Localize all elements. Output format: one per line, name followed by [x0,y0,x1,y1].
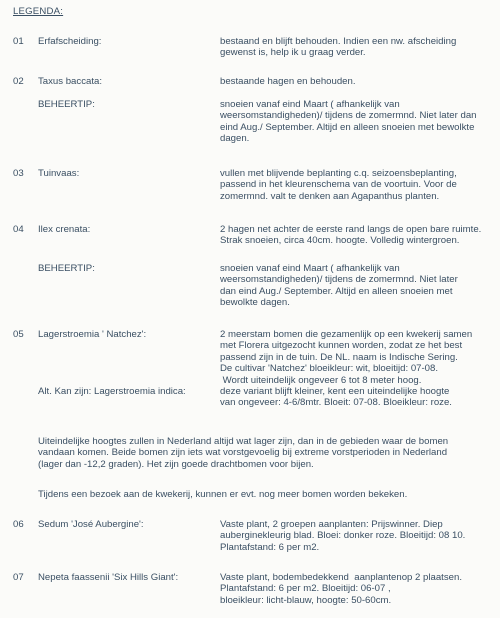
description-line: dagen. [220,133,250,145]
description-line: dan eind Aug./ September. Altijd en alleen snoeien met [220,285,453,297]
item-description [220,329,498,386]
item-description [220,76,498,87]
description-line: met Florera uitgezocht kunnen worden, zodat ze het best [220,340,463,352]
description-line: deze variant blijft kleiner, kent een uiteindelijke hoogte [220,386,450,397]
item-number: 02 [13,76,24,87]
info-paragraph [38,436,498,470]
description-line: Plantafstand: 6 per m2. [220,541,320,553]
description-line: De cultivar 'Natchez' bloeikleur: wit, bloeitijd: 07-08. [220,363,439,375]
info-paragraph [38,489,498,500]
description-line: gewenst is, help ik u graag verder. [220,47,366,59]
paragraph-line: vandaan komen. Beide bomen zijn iets wat vorstgevoelig bij extreme vorstperioden in Nederland [38,447,448,459]
item-name: Alt. Kan zijn: Lagerstroemia indica: [38,386,186,397]
description-line: weersomstandigheden)/ tijdens de zomermnd. Niet later [220,274,458,286]
description-line: vullen met blijvende beplanting c.q. seizoensbeplanting, [220,168,457,179]
description-line: passend in het kleurenschema van de voortuin. Voor de [220,179,457,191]
description-line: auberginekleurig blad. Bloei: donker roze. Bloeitijd: 08 10. [220,530,466,542]
item-name: Erfafscheiding: [38,36,102,47]
description-line: Wordt uiteindelijk ongeveer 6 tot 8 meter hoog. [220,374,422,386]
description-line: Vaste plant, 2 groepen aanplanten: Prijswinner. Diep [220,519,443,530]
item-number: 04 [13,224,24,235]
item-name: Nepeta faassenii 'Six Hills Giant': [38,572,179,583]
item-description [220,519,498,553]
item-description [220,224,498,247]
description-line: bewolkte dagen. [220,297,290,309]
description-line: snoeien vanaf eind Maart ( afhankelijk van [220,99,400,110]
item-name: Lagerstroemia ' Natchez': [38,329,147,340]
item-name: Ilex crenata: [38,224,91,235]
description-line: passend zijn in de tuin. De NL. naam is Indische Sering. [220,351,458,363]
description-line: bestaand en blijft behouden. Indien een nw. afscheiding [220,36,457,47]
item-description [220,99,498,145]
item-description [220,386,498,409]
description-line: Plantafstand: 6 per m2. Bloeitijd: 06-07 , [220,583,391,595]
paragraph-line: Tijdens een bezoek aan de kwekerij, kunnen er evt. nog meer bomen worden bekeken. [38,489,408,500]
description-line: bestaande hagen en behouden. [220,76,356,87]
item-description [220,36,498,59]
description-line: Strak snoeien, circa 40cm. hoogte. Volledig wintergroen. [220,235,460,247]
item-description [220,168,498,202]
description-line: Vaste plant, bodembedekkend aanplantenop 2 plaatsen. [220,572,462,583]
description-line: snoeien vanaf eind Maart ( afhankelijk van [220,263,400,274]
item-name: Tuinvaas: [38,168,80,179]
item-number: 03 [13,168,24,179]
item-number: 05 [13,329,24,340]
item-description [220,263,498,309]
description-line: eind Aug./ September. Altijd en alleen snoeien met bewolkte [220,121,475,133]
paragraph-line: (lager dan -12,2 graden). Het zijn goede drachtbomen voor bijen. [38,458,314,470]
item-name: BEHEERTIP: [38,99,95,110]
description-line: bloeikleur: licht-blauw, hoogte: 50-60cm. [220,594,392,606]
legend-title: LEGENDA: [13,6,64,17]
description-line: 2 meerstam bomen die gezamenlijk op een kwekerij samen [220,329,473,340]
item-name: Taxus baccata: [38,76,102,87]
item-number: 06 [13,519,24,530]
item-description [220,572,498,606]
description-line: 2 hagen net achter de eerste rand langs de open bare ruimte. [220,224,482,235]
description-line: weersomstandigheden)/ tijdens de zomermnd. Niet later dan [220,110,477,122]
item-number: 07 [13,572,24,583]
description-line: van ongeveer: 4-6/8mtr. Bloeit: 07-08. Bloeikleur: roze. [220,397,452,409]
item-name: BEHEERTIP: [38,263,95,274]
item-number: 01 [13,36,24,47]
paragraph-line: Uiteindelijke hoogtes zullen in Nederland altijd wat lager zijn, dan in de gebieden waar de bomen [38,436,449,447]
item-name: Sedum 'José Aubergine': [38,519,144,530]
description-line: zomermnd. valt te denken aan Agapanthus planten. [220,190,440,202]
